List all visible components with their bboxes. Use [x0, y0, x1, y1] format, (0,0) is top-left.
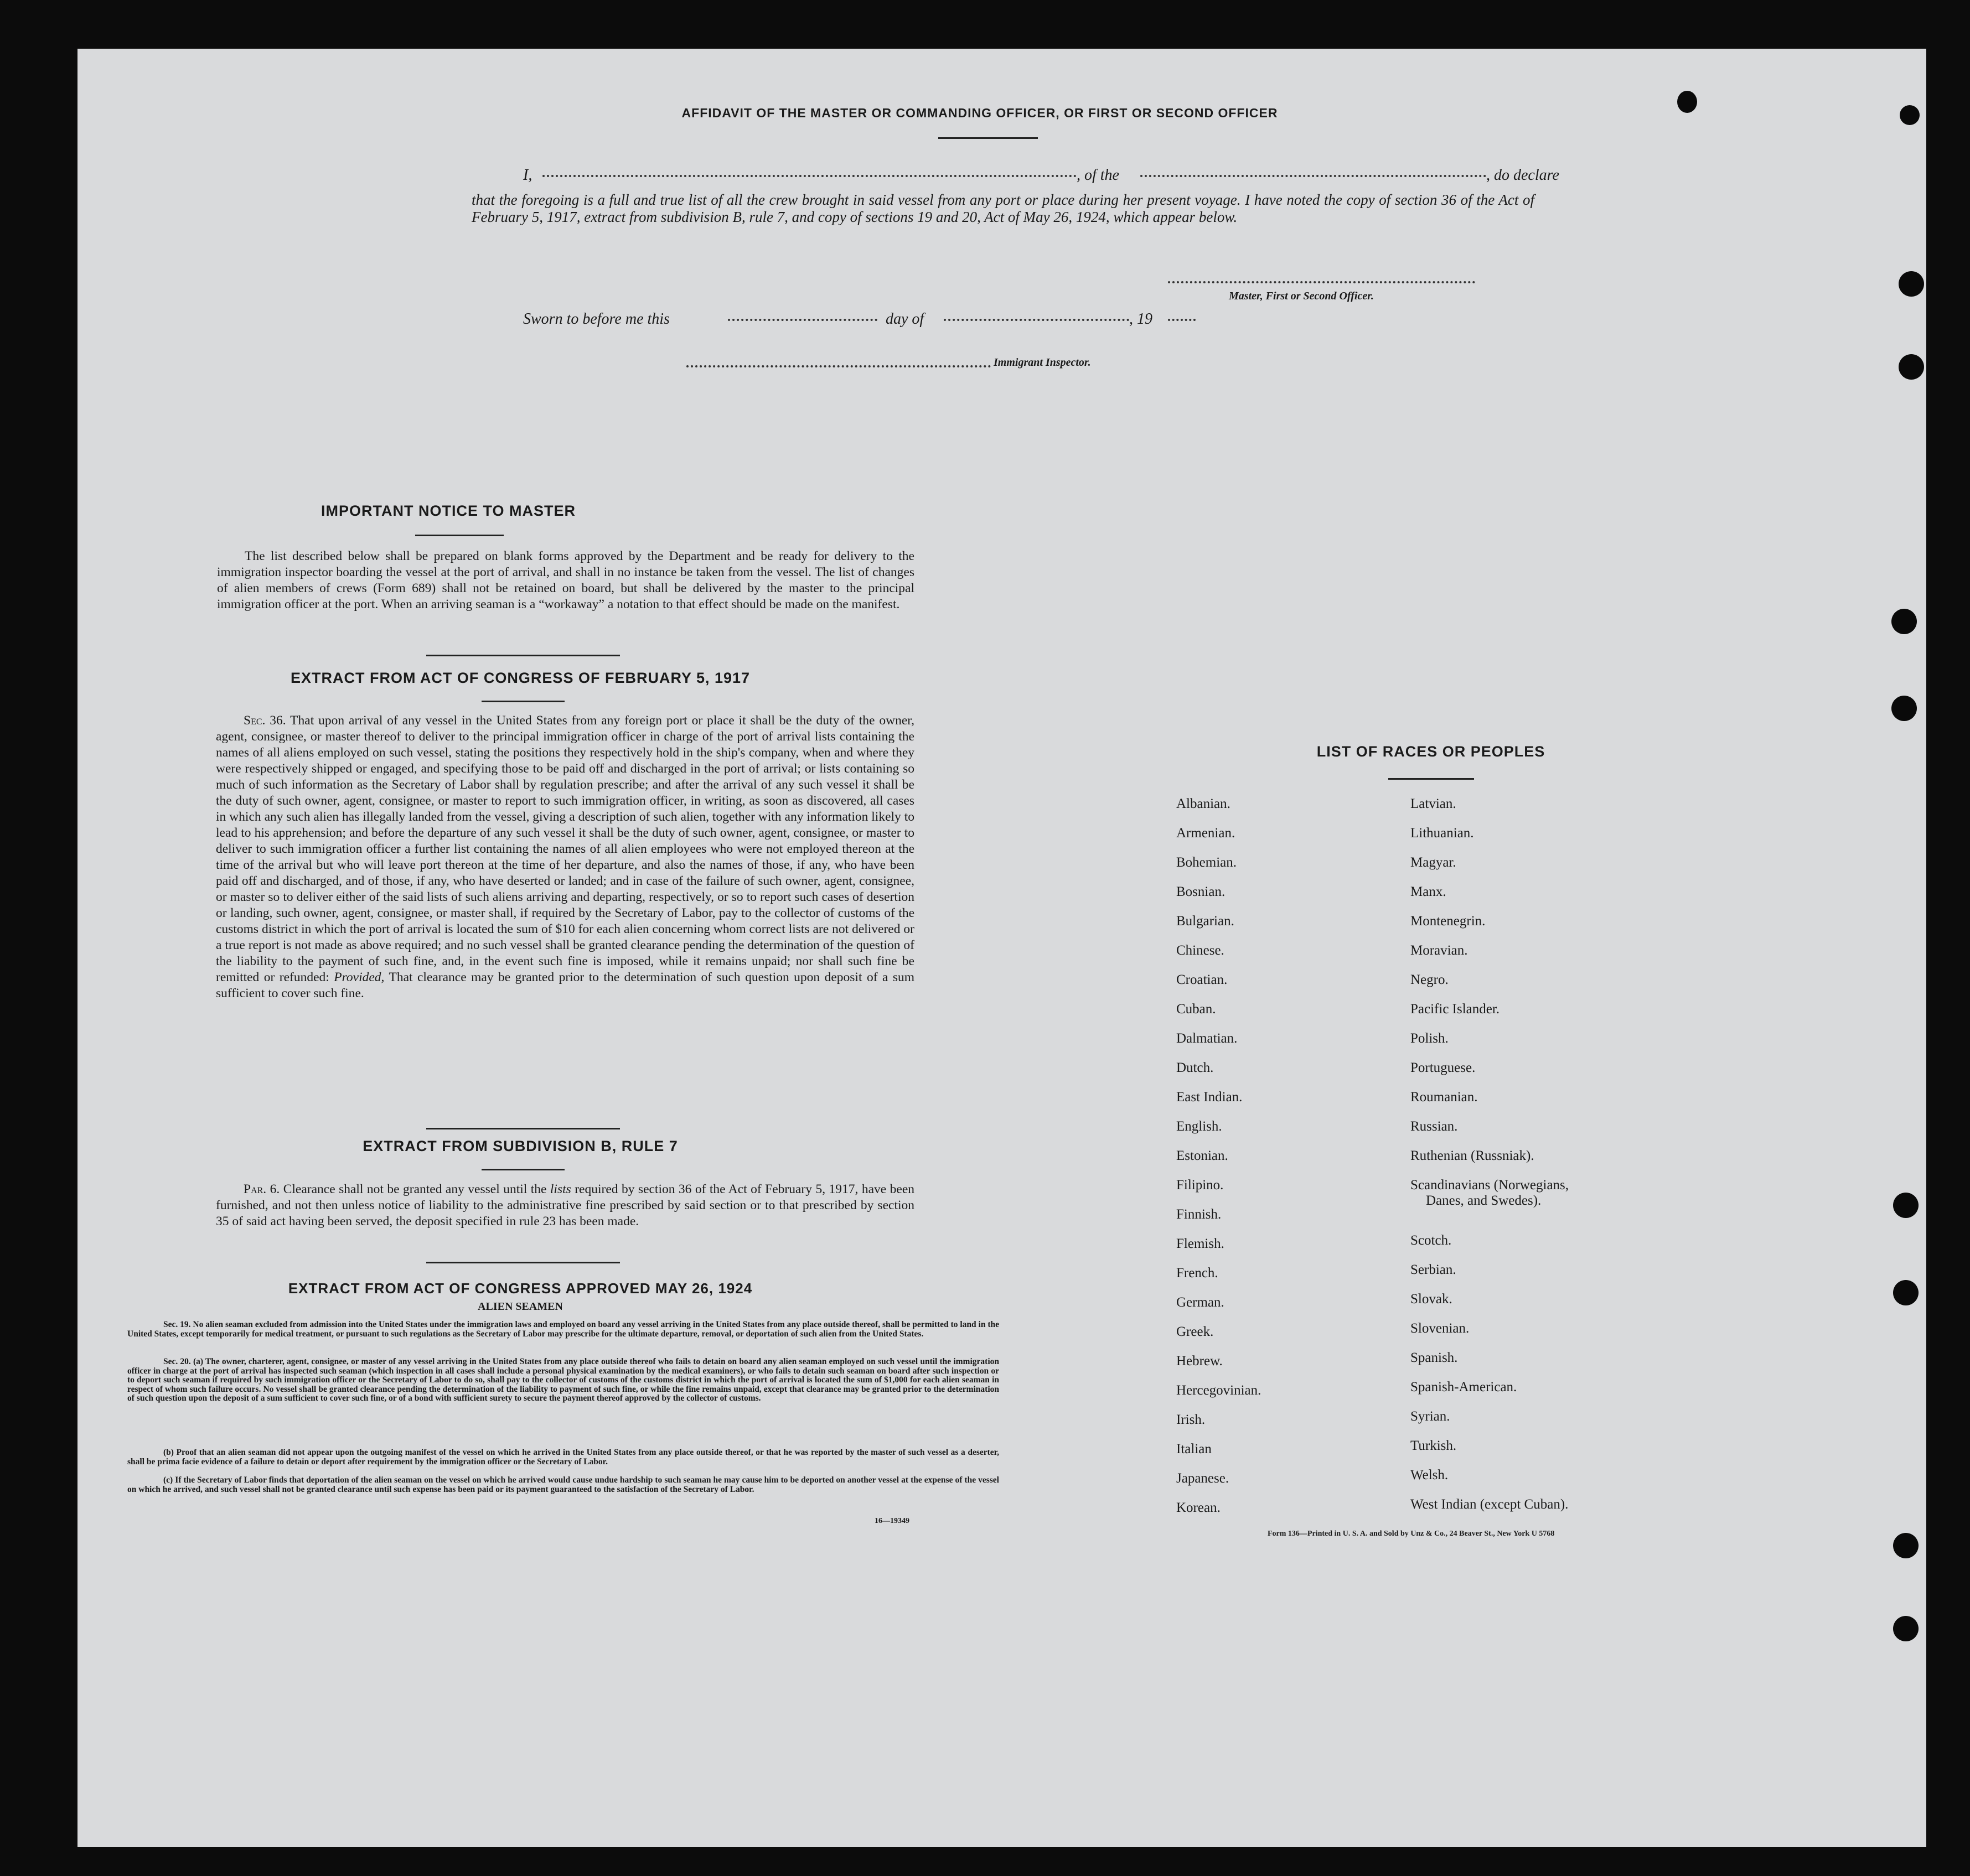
inspector-line[interactable]	[686, 365, 991, 367]
notice-bottom-rule	[426, 655, 620, 656]
signature-caption: Master, First or Second Officer.	[1229, 290, 1374, 302]
race-item: Greek.	[1176, 1324, 1214, 1339]
notice-rule	[415, 535, 504, 536]
do-declare-label: , do declare	[1486, 167, 1559, 184]
binder-hole	[1893, 1616, 1919, 1641]
races-title: LIST OF RACES OR PEOPLES	[1316, 743, 1545, 760]
race-item: Polish.	[1410, 1031, 1449, 1046]
sec36-label: Sec. 36.	[244, 713, 286, 728]
rule7-bottom-rule	[426, 1262, 620, 1263]
race-item: Armenian.	[1176, 826, 1235, 841]
race-item: Spanish.	[1410, 1350, 1458, 1365]
race-item: Portuguese.	[1410, 1060, 1476, 1075]
vessel-blank[interactable]	[1140, 175, 1486, 177]
sec36-text: That upon arrival of any vessel in the United States from any foreign port or place it shall be the duty of the owner, agent, consignee, or master thereof to deliver to the principal immigration officer in charge of the port of arrival lists containing the names of all aliens employed on such vessel, stating the positions they respectively hold in the ship's company, when and where they were respectively shipped or engaged, and specifying those to be paid off and discharged in the port of arrival; or lists containing so much of such information as the Secretary of Labor shall by regulation prescribe; and after the arrival of any such vessel it shall be the duty of such owner, agent, consignee, or master to report to such immigration officer, in writing, as soon as discovered, all cases in which any such alien has illegally landed from the vessel, giving a description of such alien, together with any information likely to lead to his apprehension; and before the departure of any such vessel it shall be the duty of such owner, agent, consignee, or master to deliver to such immigration officer a further list containing the names of all alien employees who were not employed thereon at the time of the arrival but who will leave port thereon at the time of her departure, and also the names of those, if any, who have been paid off and discharged, and of those, if any, who have deserted or landed; and in case of the failure of such owner, agent, consignee, or master so to deliver either of the said lists of such aliens arriving and departing, respectively, or so to report such cases of desertion or landing, such owner, agent, consignee, or master shall, if required by the Secretary of Labor, pay to the collector of customs of the customs district in which the port of arrival is located the sum of $10 for each alien concerning whom correct lists are not delivered or a true report is not made as above required; and no such vessel shall be granted clearance pending the determination of the question of the liability to the payment of such fine, and, in the event such fine is imposed, while it remains unpaid; nor shall such fine be remitted or refunded:	[216, 713, 915, 984]
race-item: Scotch.	[1410, 1233, 1452, 1248]
sec19-text: Sec. 19. No alien seaman excluded from admission into the United States under the immigration laws and employed on board any vessel arriving in the United States from any place outside thereof, shall be permitted to land in the United States, except temporarily for medical treatment, or pursuant to such regulations as the Secretary of Labor may prescribe for the ultimate departure, removal, or deportation of such alien from the United States.	[127, 1320, 999, 1339]
race-item: Irish.	[1176, 1412, 1206, 1427]
race-item: Serbian.	[1410, 1262, 1456, 1277]
race-item: Lithuanian.	[1410, 826, 1474, 841]
race-item: Flemish.	[1176, 1236, 1224, 1251]
inspector-caption: Immigrant Inspector.	[994, 356, 1091, 369]
notice-body: The list described below shall be prepared on blank forms approved by the Department and be ready for delivery to the immigration inspector boarding the vessel at the port of arrival, and shall in no instance be taken from the vessel. The list of changes of alien members of crews (Form 689) shall not be retained on board, but shall be delivered by the master to the principal immigration officer at the port. When an arriving seaman is a “workaway” a notation to that effect should be made on the manifest.	[217, 549, 914, 611]
race-item: Albanian.	[1176, 796, 1230, 811]
race-item: Croatian.	[1176, 972, 1228, 987]
race-item: Slovak.	[1410, 1292, 1452, 1307]
race-item: Bulgarian.	[1176, 914, 1234, 929]
scandinavians-line-1: Scandinavians (Norwegians,	[1410, 1178, 1569, 1193]
race-item: Moravian.	[1410, 943, 1468, 958]
par6-text-b: required by section 36 of the Act of February 5, 1917, have been furnished, and not then unless notice of liability to the administrative fine prescribed by said section or to that prescribed by section 35 of said act having been served, the deposit specified in rule 23 has been made.	[216, 1182, 915, 1229]
form-page	[77, 49, 1926, 1847]
race-item: Pacific Islander.	[1410, 1002, 1500, 1017]
form-footer: Form 136—Printed in U. S. A. and Sold by Unz & Co., 24 Beaver St., New York U 5768	[1268, 1530, 1555, 1538]
race-item: Roumanian.	[1410, 1090, 1478, 1105]
ink-blot	[1677, 91, 1697, 113]
race-item: Dalmatian.	[1176, 1031, 1238, 1046]
race-item: Montenegrin.	[1410, 914, 1486, 929]
races-rule	[1388, 778, 1474, 780]
binder-hole	[1899, 271, 1924, 297]
race-item: Spanish-American.	[1410, 1380, 1517, 1395]
sworn-year-label: , 19	[1129, 310, 1152, 328]
race-item: Cuban.	[1176, 1002, 1216, 1017]
binder-hole	[1899, 354, 1924, 380]
race-item: Ruthenian (Russniak).	[1410, 1148, 1534, 1163]
affidavit-title-rule	[938, 137, 1038, 139]
affidavit-body: that the foregoing is a full and true list of all the crew brought in said vessel from any port or place during her present voyage. I have noted the copy of section 36 of the Act of February 5, 1917, extract from subdivision B, rule 7, and copy of sections 19 and 20, Act of May 26, 1924, which appear below.	[472, 191, 1534, 225]
race-item: Syrian.	[1410, 1409, 1450, 1424]
race-item: Finnish.	[1176, 1207, 1222, 1222]
race-item: Manx.	[1410, 884, 1446, 899]
par6-label: Par. 6.	[244, 1182, 280, 1196]
race-item: Korean.	[1176, 1500, 1221, 1515]
race-item: Chinese.	[1176, 943, 1224, 958]
sworn-day-blank[interactable]	[728, 319, 877, 321]
sworn-year-blank[interactable]	[1168, 319, 1196, 321]
print-code: 16—19349	[875, 1517, 909, 1525]
race-item: Bohemian.	[1176, 855, 1237, 870]
binder-hole	[1893, 1533, 1919, 1558]
race-item: French.	[1176, 1266, 1218, 1281]
signature-line[interactable]	[1168, 281, 1475, 283]
binder-hole	[1893, 1280, 1919, 1305]
par6-text-a: Clearance shall not be granted any vessel until the	[283, 1182, 547, 1196]
declare-i-label: I,	[523, 167, 532, 184]
extract-1917-bottom-rule	[426, 1128, 620, 1129]
race-item: Turkish.	[1410, 1438, 1457, 1453]
race-item: Welsh.	[1410, 1468, 1449, 1483]
race-item: Latvian.	[1410, 796, 1456, 811]
binder-hole	[1891, 609, 1917, 634]
binder-hole	[1900, 105, 1920, 125]
provided-label: Provided,	[334, 970, 385, 984]
race-item: German.	[1176, 1295, 1224, 1310]
sec36-text-end: That clearance may be granted prior to the determination of such question upon deposit of a sum sufficient to cover such fine.	[216, 970, 915, 1001]
race-item: Magyar.	[1410, 855, 1456, 870]
extract-1924-title: EXTRACT FROM ACT OF CONGRESS APPROVED MAY 26, 1924	[288, 1280, 753, 1297]
extract-1917-rule	[482, 701, 565, 702]
binder-hole	[1893, 1193, 1919, 1218]
race-item: Estonian.	[1176, 1148, 1228, 1163]
lists-word: lists	[550, 1182, 571, 1196]
race-item: Filipino.	[1176, 1178, 1224, 1193]
sec20a-text: Sec. 20. (a) The owner, charterer, agent, consignee, or master of any vessel arriving in the United States from any place outside thereof who fails to detain on board any alien seaman employed on such vessel until the immigration officer in charge at the port of arrival has inspected such seaman (which inspection in all cases shall include a personal physical examination by the medical examiners), or who fails to detain such seaman on board after such inspection or to deport such seaman if required by such immigration officer or the Secretary of Labor to do so, shall pay to the collector of customs of the customs district in which the port of arrival is located the sum of $1,000 for each alien seaman in respect of whom such failure occurs. No vessel shall be granted clearance pending the determination of the liability to payment of such fine, or while the fine remains unpaid, except that clearance may be granted prior to the determination of such question upon the deposit of a sum sufficient to cover such fine, or of a bond with sufficient surety to secure the payment thereof approved by the collector of customs.	[127, 1357, 999, 1403]
race-item: Dutch.	[1176, 1060, 1214, 1075]
races-right-column-a	[1410, 789, 1534, 1170]
sec20b-text: (b) Proof that an alien seaman did not appear upon the outgoing manifest of the vessel on which he arrived in the United States from any place outside thereof, or that he was reported by the master of such vessel as a deserter, shall be prima facie evidence of a failure to detain or deport after requirement by the immigration officer or the Secretary of Labor.	[127, 1448, 999, 1466]
races-left-column	[1176, 789, 1261, 1522]
alien-seamen-subtitle: ALIEN SEAMEN	[478, 1300, 563, 1313]
rule7-rule	[482, 1169, 565, 1170]
sworn-prefix: Sworn to before me this	[523, 310, 670, 328]
sworn-day-label: day of	[886, 310, 924, 328]
race-item: Hercegovinian.	[1176, 1383, 1261, 1398]
of-the-label: , of the	[1077, 167, 1119, 184]
race-item: Hebrew.	[1176, 1354, 1223, 1369]
race-item: Slovenian.	[1410, 1321, 1470, 1336]
extract-1917-body	[216, 713, 914, 1002]
notice-title: IMPORTANT NOTICE TO MASTER	[321, 502, 576, 519]
sworn-month-blank[interactable]	[944, 319, 1129, 321]
race-item: West Indian (except Cuban).	[1410, 1497, 1569, 1512]
races-right-column-b	[1410, 1226, 1568, 1519]
name-blank[interactable]	[542, 175, 1077, 177]
race-item: Negro.	[1410, 972, 1449, 987]
rule7-body	[216, 1181, 914, 1230]
race-item: East Indian.	[1176, 1090, 1243, 1105]
rule7-title: EXTRACT FROM SUBDIVISION B, RULE 7	[363, 1138, 678, 1154]
race-scandinavians	[1410, 1178, 1569, 1209]
race-item: English.	[1176, 1119, 1222, 1134]
sec20c-text: (c) If the Secretary of Labor finds that deportation of the alien seaman on the vessel on which he arrived would cause undue hardship to such seaman he may cause him to be deported on another vessel at the expense of the vessel on which he arrived, and such vessel shall not be granted clearance until such expense has been paid or its payment guaranteed to the satisfaction of the Secretary of Labor.	[127, 1475, 999, 1494]
affidavit-title: AFFIDAVIT OF THE MASTER OR COMMANDING OFFICER, OR FIRST OR SECOND OFFICER	[681, 106, 1278, 120]
extract-1917-title: EXTRACT FROM ACT OF CONGRESS OF FEBRUARY 5, 1917	[290, 670, 751, 686]
scandinavians-line-2: Danes, and Swedes).	[1426, 1193, 1542, 1208]
race-item: Bosnian.	[1176, 884, 1226, 899]
race-item: Japanese.	[1176, 1471, 1229, 1486]
race-item: Italian	[1176, 1442, 1212, 1457]
race-item: Russian.	[1410, 1119, 1458, 1134]
binder-hole	[1891, 696, 1917, 721]
